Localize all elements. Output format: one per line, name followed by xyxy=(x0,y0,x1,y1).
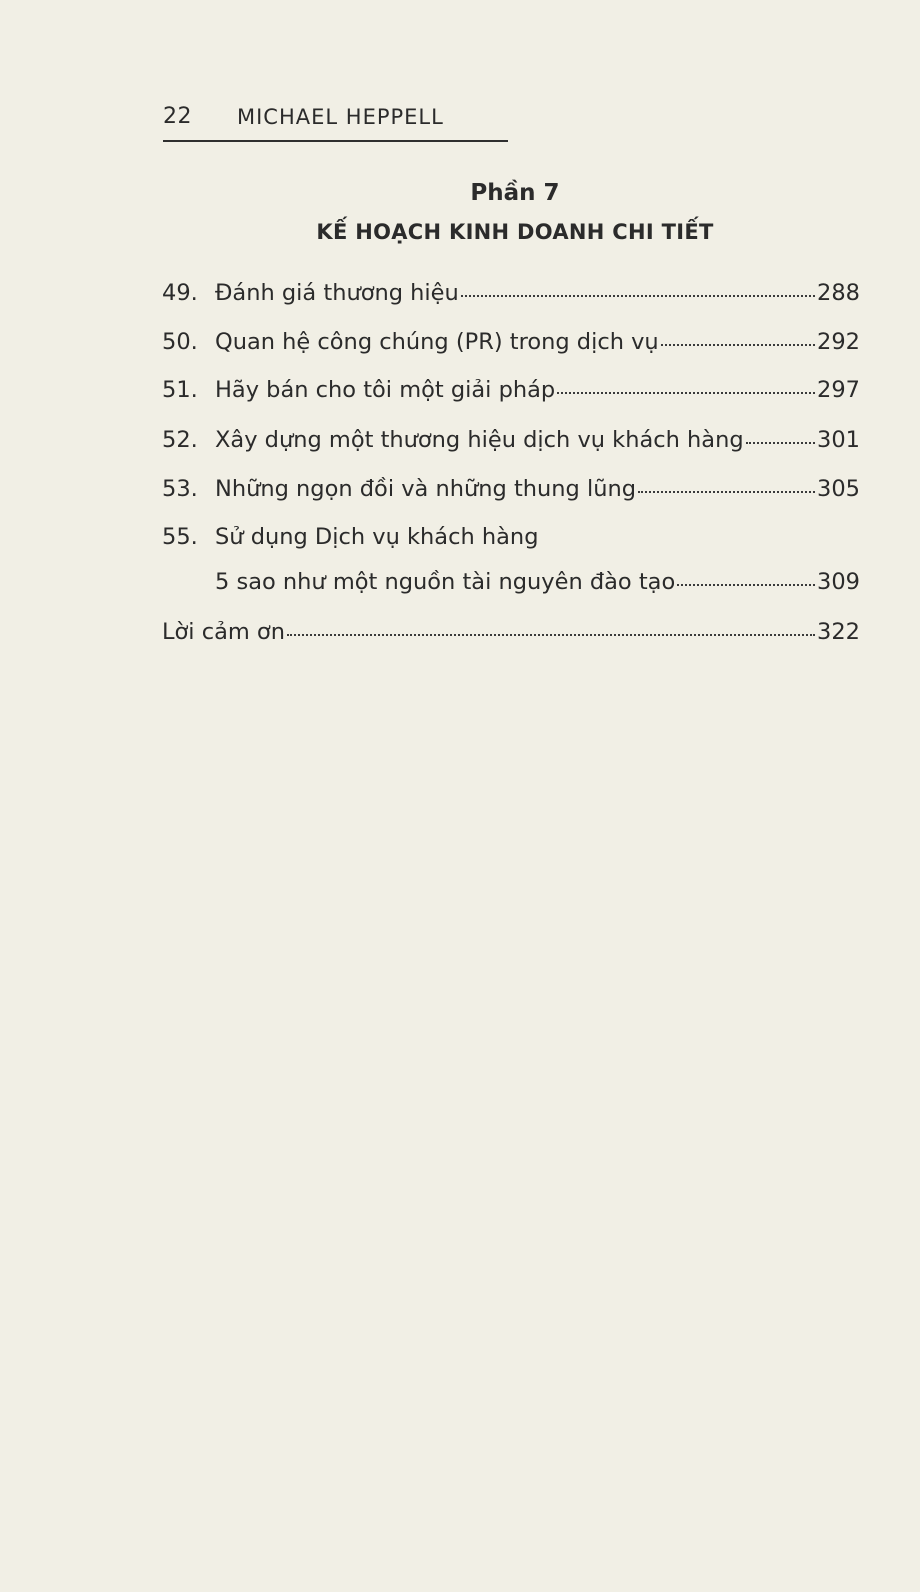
toc-entry-title: Những ngọn đồi và những thung lũng xyxy=(215,476,637,502)
dot-leader xyxy=(746,442,815,444)
toc-entry xyxy=(162,280,860,314)
toc-entry-page: 305 xyxy=(817,476,860,502)
dot-leader xyxy=(638,491,815,493)
toc-entry-title: Hãy bán cho tôi một giải pháp xyxy=(215,377,556,403)
toc-entry-page: 309 xyxy=(817,569,860,595)
page-header xyxy=(163,100,508,142)
toc-entry-title: Đánh giá thương hiệu xyxy=(215,280,459,306)
toc-entry-continuation xyxy=(215,569,860,603)
dot-leader xyxy=(677,584,815,586)
dot-leader xyxy=(557,392,815,394)
dot-leader xyxy=(461,295,815,297)
dot-leader xyxy=(661,344,815,346)
running-head: MICHAEL HEPPELL xyxy=(237,105,444,129)
toc-entry-number: 49. xyxy=(162,280,198,306)
toc-entry-page: 288 xyxy=(817,280,860,306)
page-number: 22 xyxy=(163,104,192,129)
toc-entry-title-continuation: 5 sao như một nguồn tài nguyên đào tạo xyxy=(215,569,676,595)
toc-entry-title: Sử dụng Dịch vụ khách hàng xyxy=(215,524,539,550)
toc-entry-number: 51. xyxy=(162,377,198,403)
part-title: KẾ HOẠCH KINH DOANH CHI TIẾT xyxy=(316,220,714,244)
toc-entry-page: 322 xyxy=(817,619,860,645)
part-label: Phần 7 xyxy=(470,180,560,206)
toc-entry-number: 53. xyxy=(162,476,198,502)
toc-entry xyxy=(162,524,860,558)
toc-entry-title: Xây dựng một thương hiệu dịch vụ khách hàng xyxy=(215,427,744,453)
toc-entry xyxy=(162,329,860,363)
toc-entry-page: 297 xyxy=(817,377,860,403)
toc-entry xyxy=(162,427,860,461)
toc-entry xyxy=(162,377,860,411)
toc-entry-title: Quan hệ công chúng (PR) trong dịch vụ xyxy=(215,329,659,355)
toc-entry-title: Lời cảm ơn xyxy=(162,619,285,645)
toc-entry-page: 301 xyxy=(817,427,860,453)
toc-entry-number: 52. xyxy=(162,427,198,453)
toc-entry-acknowledgements xyxy=(162,619,860,653)
dot-leader xyxy=(287,634,815,636)
toc-entry xyxy=(162,476,860,510)
toc-entry-page: 292 xyxy=(817,329,860,355)
toc-entry-number: 50. xyxy=(162,329,198,355)
toc-entry-number: 55. xyxy=(162,524,198,550)
